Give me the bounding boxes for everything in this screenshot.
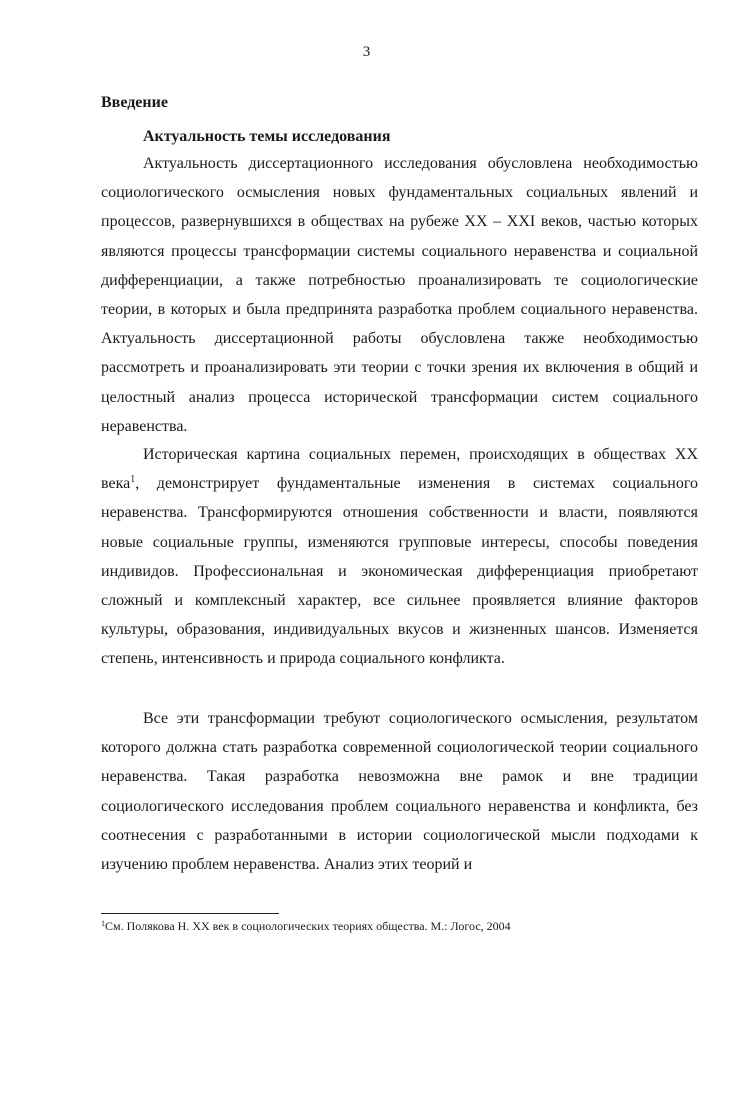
section-heading: Введение bbox=[101, 94, 168, 111]
footnote-reference: 1 bbox=[130, 474, 136, 486]
footnote-marker: 1 bbox=[101, 919, 105, 928]
footnote-text: См. Полякова Н. XX век в социологических теориях общества. М.: Логос, 2004 bbox=[105, 919, 511, 933]
paragraph-2-end: , демонстрирует фундаментальные изменения в системах социального неравенства. Трансформируются отношения собственности и власти, появляются новые социальные группы, изменяются групповые интересы, способы поведения индивидов. Профессиональная и экономическая дифференциация приобретают сложный и комплексный характер, все сильнее проявляется влияние факторов культуры, образования, индивидуальных вкусов и жизненных шансов. Изменяется степень, интенсивность и природа социального конфликта. bbox=[101, 475, 698, 668]
footnote bbox=[101, 919, 511, 934]
paragraph-1: Актуальность диссертационного исследования обусловлена необходимостью социологического осмысления новых фундаментальных социальных явлений и процессов, развернувшихся в обществах на рубеже XX – XXI веков, частью которых являются процессы трансформации системы социального неравенства и социальной дифференциации, а также потребностью проанализировать те социологические теории, в которых и была предпринята разработка проблем социального неравенства. Актуальность диссертационной работы обусловлена также необходимостью рассмотреть и проанализировать эти теории с точки зрения их включения в общий и целостный анализ процесса исторической трансформации систем социального неравенства. bbox=[101, 155, 698, 435]
paragraph-3: Все эти трансформации требуют социологического осмысления, результатом которого должна стать разработка современной социологической теории социального неравенства. Такая разработка невозможна вне рамок и вне традиции социологического исследования проблем социального неравенства и конфликта, без соотнесения с разработанными в истории социологической мысли подходами к изучению проблем неравенства. Анализ этих теорий и bbox=[101, 710, 698, 874]
paragraph-2-start: Историческая картина социальных перемен, происходящих в обществах XX века bbox=[101, 446, 698, 493]
page-number: 3 bbox=[362, 44, 371, 60]
footnote-separator bbox=[101, 913, 279, 914]
paragraph-2 bbox=[101, 440, 698, 674]
subsection-heading: Актуальность темы исследования bbox=[143, 128, 391, 145]
